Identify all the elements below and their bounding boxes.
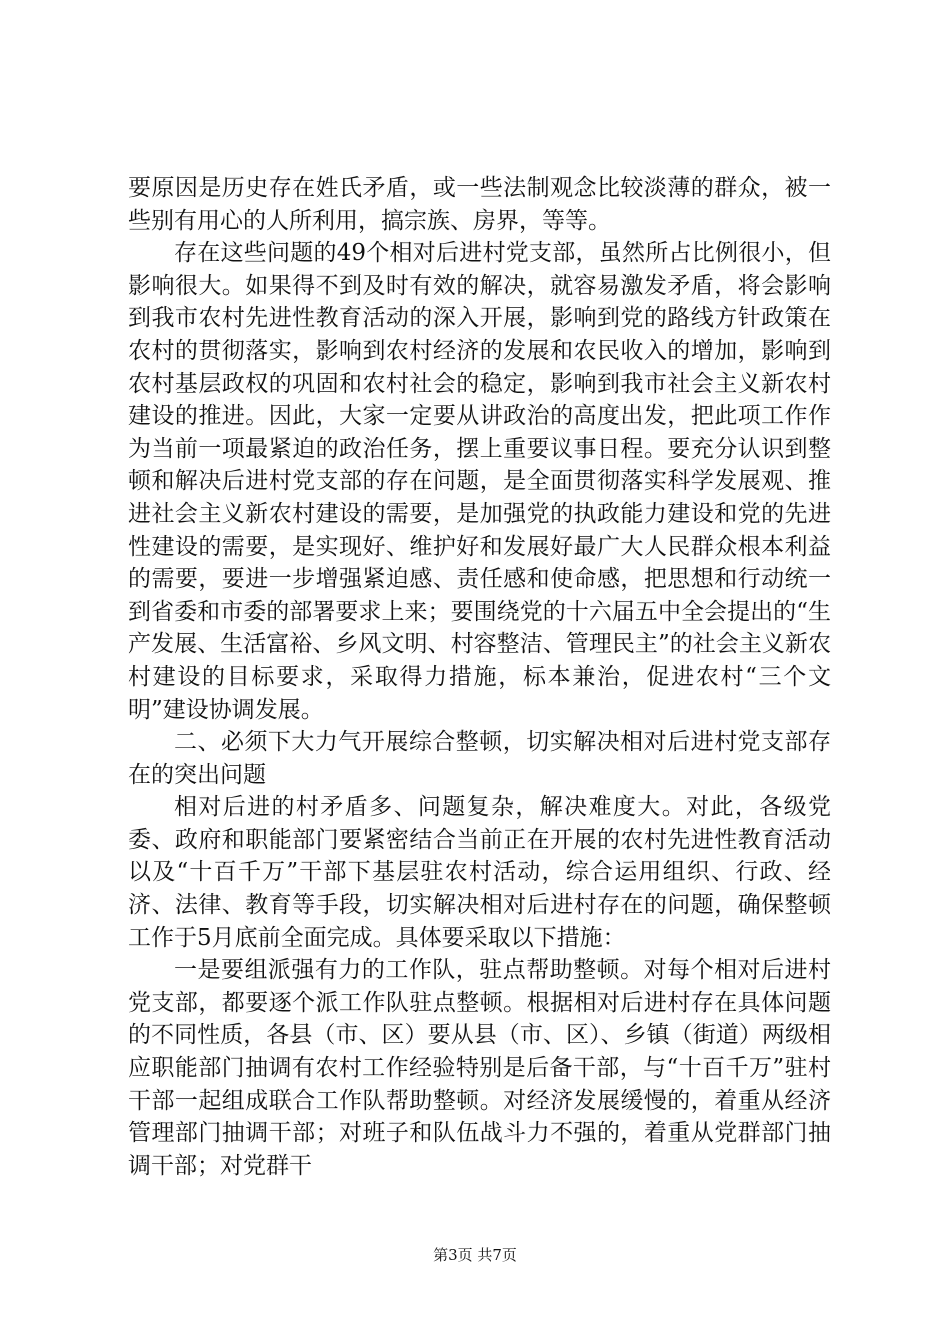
page-number-footer: 第3页 共7页 (433, 1246, 517, 1264)
paragraph-measure-one: 一是要组派强有力的工作队，驻点帮助整顿。对每个相对后进村党支部，都要逐个派工作队驻点整顿。根据相对后进村存在具体问题的不同性质，各县（市、区）要从县（市、区）、乡镇（街道）两级相应职能部门抽调有农村工作经验特别是后备干部，与“十百千万”驻村干部一起组成联合工作队帮助整顿。对经济发展缓慢的，着重从经济管理部门抽调干部；对班子和队伍战斗力不强的，着重从党群部门抽调干部；对党群干 (128, 957, 831, 1179)
paragraph-measures-intro: 相对后进的村矛盾多、问题复杂，解决难度大。对此，各级党委、政府和职能部门要紧密结合当前正在开展的农村先进性教育活动以及“十百千万”干部下基层驻农村活动，综合运用组织、行政、经济、法律、教育等手段，切实解决相对后进村存在的问题，确保整顿工作于5月底前全面完成。具体要采取以下措施： (128, 794, 831, 951)
document-body (128, 172, 831, 1182)
section-heading-two: 二、必须下大力气开展综合整顿，切实解决相对后进村党支部存在的突出问题 (128, 729, 831, 788)
paragraph-continuation: 要原因是历史存在姓氏矛盾，或一些法制观念比较淡薄的群众，被一些别有用心的人所利用，搞宗族、房界，等等。 (128, 175, 831, 234)
paragraph-importance: 存在这些问题的49个相对后进村党支部，虽然所占比例很小，但影响很大。如果得不到及时有效的解决，就容易激发矛盾，将会影响到我市农村先进性教育活动的深入开展，影响到党的路线方针政策在农村的贯彻落实，影响到农村经济的发展和农民收入的增加，影响到农村基层政权的巩固和农村社会的稳定，影响到我市社会主义新农村建设的推进。因此，大家一定要从讲政治的高度出发，把此项工作作为当前一项最紧迫的政治任务，摆上重要议事日程。要充分认识到整顿和解决后进村党支部的存在问题，是全面贯彻落实科学发展观、推进社会主义新农村建设的需要，是加强党的执政能力建设和党的先进性建设的需要，是实现好、维护好和发展好最广大人民群众根本利益的需要，要进一步增强紧迫感、责任感和使命感，把思想和行动统一到省委和市委的部署要求上来；要围绕党的十六届五中全会提出的“生产发展、生活富裕、乡风文明、村容整洁、管理民主”的社会主义新农村建设的目标要求，采取得力措施，标本兼治，促进农村“三个文明”建设协调发展。 (128, 240, 831, 723)
